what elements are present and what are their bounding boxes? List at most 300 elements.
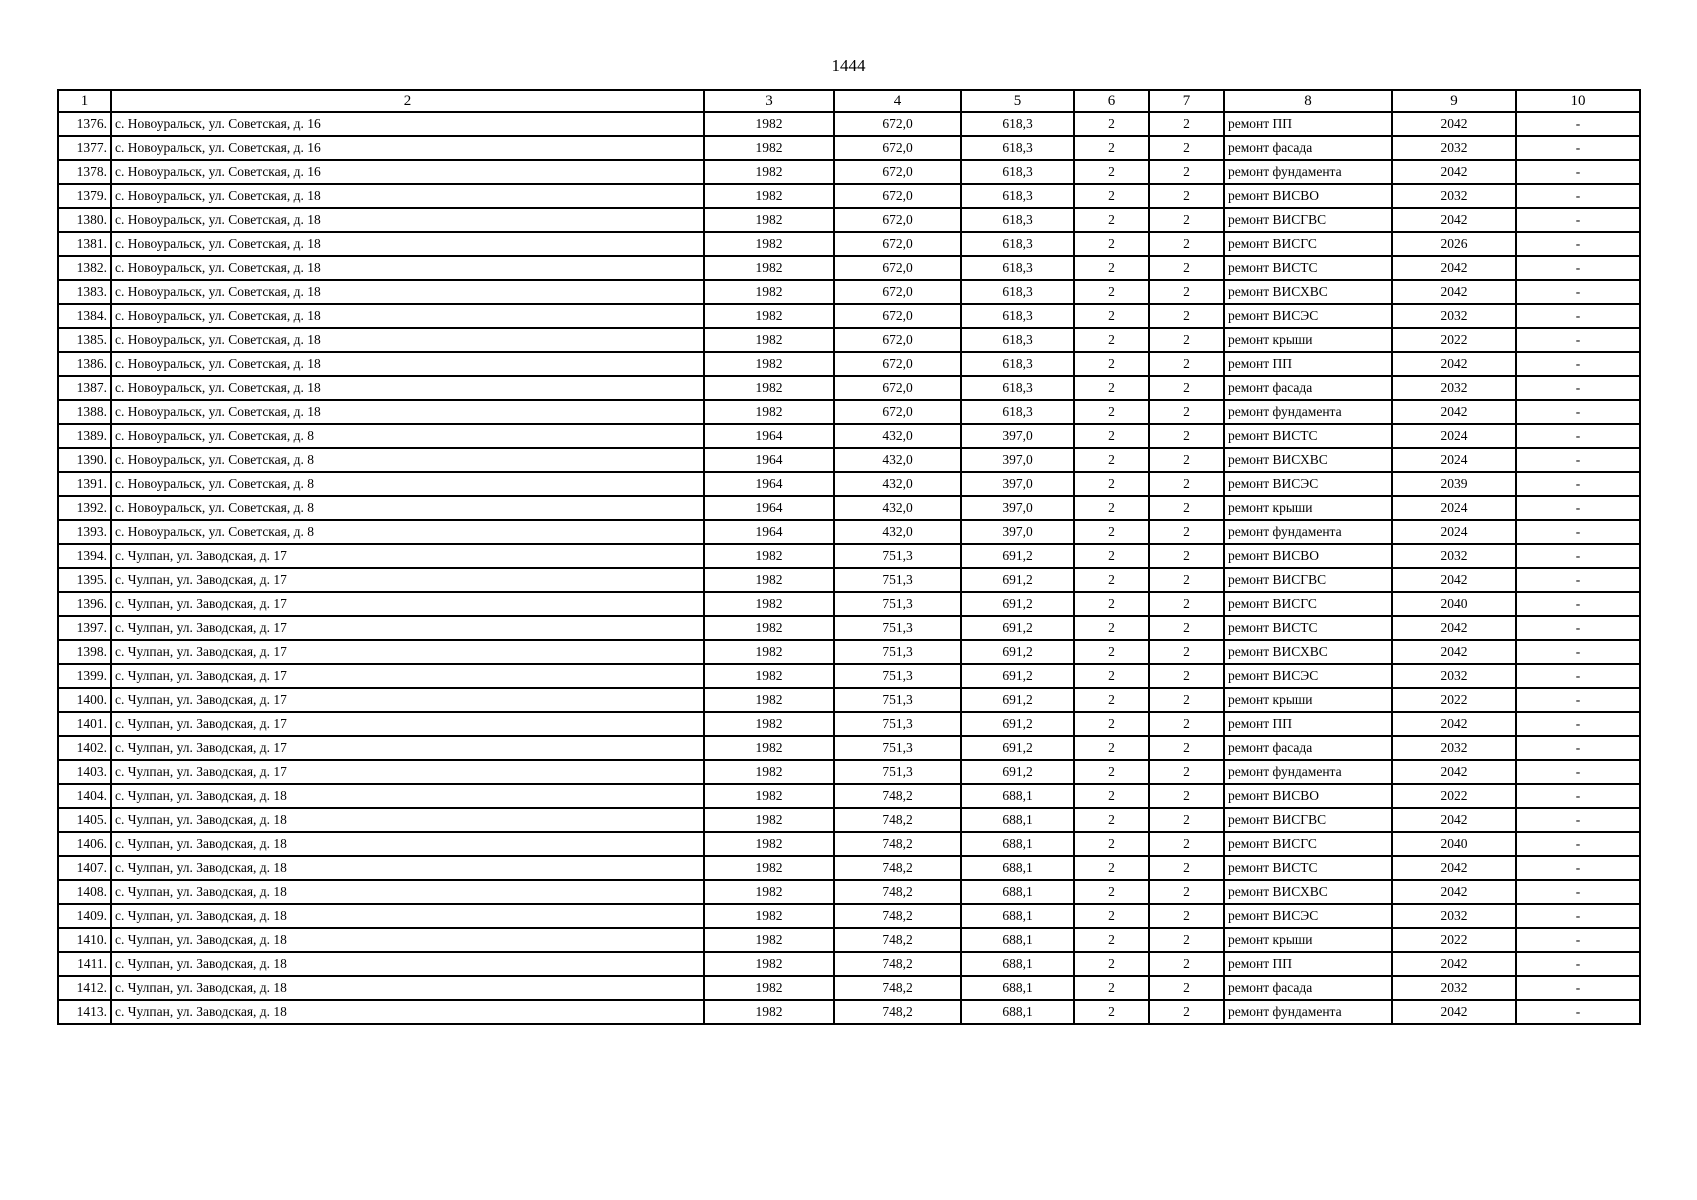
cell-build-year: 1982 xyxy=(704,256,834,280)
cell-floors: 2 xyxy=(1074,664,1149,688)
cell-floors: 2 xyxy=(1074,928,1149,952)
cell-work-type: ремонт фасада xyxy=(1224,736,1392,760)
cell-entrances: 2 xyxy=(1149,136,1224,160)
cell-living-area: 397,0 xyxy=(961,496,1074,520)
table-row xyxy=(58,520,1640,544)
cell-note: - xyxy=(1516,832,1640,856)
cell-plan-year: 2042 xyxy=(1392,856,1516,880)
cell-plan-year: 2042 xyxy=(1392,352,1516,376)
cell-entrances: 2 xyxy=(1149,784,1224,808)
cell-address: с. Чулпан, ул. Заводская, д. 17 xyxy=(111,616,704,640)
cell-row-number: 1383. xyxy=(58,280,111,304)
cell-address: с. Новоуральск, ул. Советская, д. 8 xyxy=(111,496,704,520)
table-row xyxy=(58,808,1640,832)
cell-plan-year: 2032 xyxy=(1392,136,1516,160)
cell-total-area: 672,0 xyxy=(834,160,961,184)
cell-floors: 2 xyxy=(1074,688,1149,712)
cell-floors: 2 xyxy=(1074,904,1149,928)
cell-build-year: 1982 xyxy=(704,184,834,208)
cell-entrances: 2 xyxy=(1149,472,1224,496)
cell-work-type: ремонт ВИСЭС xyxy=(1224,304,1392,328)
cell-plan-year: 2042 xyxy=(1392,256,1516,280)
cell-floors: 2 xyxy=(1074,856,1149,880)
cell-row-number: 1408. xyxy=(58,880,111,904)
cell-note: - xyxy=(1516,640,1640,664)
cell-plan-year: 2032 xyxy=(1392,904,1516,928)
cell-note: - xyxy=(1516,712,1640,736)
cell-build-year: 1964 xyxy=(704,472,834,496)
cell-address: с. Новоуральск, ул. Советская, д. 18 xyxy=(111,304,704,328)
header-col-3: 3 xyxy=(704,90,834,112)
cell-address: с. Чулпан, ул. Заводская, д. 17 xyxy=(111,568,704,592)
cell-entrances: 2 xyxy=(1149,712,1224,736)
cell-note: - xyxy=(1516,424,1640,448)
cell-living-area: 618,3 xyxy=(961,112,1074,136)
cell-entrances: 2 xyxy=(1149,448,1224,472)
cell-work-type: ремонт фундамента xyxy=(1224,400,1392,424)
cell-floors: 2 xyxy=(1074,136,1149,160)
cell-row-number: 1407. xyxy=(58,856,111,880)
cell-floors: 2 xyxy=(1074,520,1149,544)
cell-living-area: 691,2 xyxy=(961,568,1074,592)
cell-living-area: 618,3 xyxy=(961,376,1074,400)
cell-row-number: 1411. xyxy=(58,952,111,976)
cell-work-type: ремонт ПП xyxy=(1224,112,1392,136)
cell-note: - xyxy=(1516,472,1640,496)
page-number: 1444 xyxy=(831,56,866,75)
cell-plan-year: 2024 xyxy=(1392,448,1516,472)
cell-living-area: 618,3 xyxy=(961,256,1074,280)
cell-address: с. Новоуральск, ул. Советская, д. 18 xyxy=(111,232,704,256)
cell-floors: 2 xyxy=(1074,616,1149,640)
cell-living-area: 688,1 xyxy=(961,904,1074,928)
cell-address: с. Новоуральск, ул. Советская, д. 18 xyxy=(111,256,704,280)
cell-build-year: 1982 xyxy=(704,808,834,832)
cell-build-year: 1982 xyxy=(704,952,834,976)
cell-note: - xyxy=(1516,136,1640,160)
table-row xyxy=(58,664,1640,688)
cell-entrances: 2 xyxy=(1149,184,1224,208)
cell-entrances: 2 xyxy=(1149,520,1224,544)
table-header-row xyxy=(58,90,1640,112)
cell-total-area: 751,3 xyxy=(834,544,961,568)
cell-living-area: 691,2 xyxy=(961,616,1074,640)
cell-work-type: ремонт ВИСГВС xyxy=(1224,208,1392,232)
table-row xyxy=(58,976,1640,1000)
cell-plan-year: 2042 xyxy=(1392,880,1516,904)
header-col-6: 6 xyxy=(1074,90,1149,112)
cell-entrances: 2 xyxy=(1149,760,1224,784)
cell-note: - xyxy=(1516,976,1640,1000)
cell-plan-year: 2022 xyxy=(1392,928,1516,952)
table-row xyxy=(58,544,1640,568)
cell-row-number: 1386. xyxy=(58,352,111,376)
cell-floors: 2 xyxy=(1074,280,1149,304)
cell-row-number: 1393. xyxy=(58,520,111,544)
table-row xyxy=(58,712,1640,736)
cell-plan-year: 2032 xyxy=(1392,376,1516,400)
cell-floors: 2 xyxy=(1074,736,1149,760)
cell-entrances: 2 xyxy=(1149,1000,1224,1024)
table-row xyxy=(58,208,1640,232)
cell-build-year: 1982 xyxy=(704,136,834,160)
cell-total-area: 672,0 xyxy=(834,352,961,376)
cell-row-number: 1384. xyxy=(58,304,111,328)
cell-total-area: 432,0 xyxy=(834,424,961,448)
cell-row-number: 1405. xyxy=(58,808,111,832)
cell-entrances: 2 xyxy=(1149,232,1224,256)
cell-note: - xyxy=(1516,304,1640,328)
cell-note: - xyxy=(1516,592,1640,616)
cell-work-type: ремонт фундамента xyxy=(1224,760,1392,784)
table-row xyxy=(58,592,1640,616)
cell-total-area: 672,0 xyxy=(834,280,961,304)
cell-floors: 2 xyxy=(1074,592,1149,616)
cell-build-year: 1982 xyxy=(704,760,834,784)
cell-row-number: 1388. xyxy=(58,400,111,424)
table-row xyxy=(58,1000,1640,1024)
cell-build-year: 1964 xyxy=(704,520,834,544)
cell-address: с. Новоуральск, ул. Советская, д. 16 xyxy=(111,136,704,160)
cell-address: с. Чулпан, ул. Заводская, д. 18 xyxy=(111,928,704,952)
table-row xyxy=(58,904,1640,928)
cell-build-year: 1982 xyxy=(704,112,834,136)
cell-total-area: 751,3 xyxy=(834,568,961,592)
cell-floors: 2 xyxy=(1074,880,1149,904)
cell-entrances: 2 xyxy=(1149,112,1224,136)
cell-address: с. Новоуральск, ул. Советская, д. 8 xyxy=(111,448,704,472)
cell-row-number: 1403. xyxy=(58,760,111,784)
cell-note: - xyxy=(1516,928,1640,952)
cell-note: - xyxy=(1516,1000,1640,1024)
cell-floors: 2 xyxy=(1074,952,1149,976)
cell-address: с. Новоуральск, ул. Советская, д. 18 xyxy=(111,376,704,400)
cell-note: - xyxy=(1516,664,1640,688)
cell-total-area: 748,2 xyxy=(834,1000,961,1024)
cell-note: - xyxy=(1516,328,1640,352)
cell-work-type: ремонт ВИСТС xyxy=(1224,616,1392,640)
table-row xyxy=(58,232,1640,256)
cell-build-year: 1982 xyxy=(704,712,834,736)
header-col-7: 7 xyxy=(1149,90,1224,112)
cell-build-year: 1964 xyxy=(704,496,834,520)
cell-plan-year: 2024 xyxy=(1392,424,1516,448)
cell-total-area: 748,2 xyxy=(834,952,961,976)
cell-floors: 2 xyxy=(1074,568,1149,592)
cell-total-area: 748,2 xyxy=(834,976,961,1000)
cell-note: - xyxy=(1516,376,1640,400)
cell-total-area: 672,0 xyxy=(834,328,961,352)
cell-living-area: 618,3 xyxy=(961,280,1074,304)
cell-plan-year: 2042 xyxy=(1392,160,1516,184)
cell-plan-year: 2042 xyxy=(1392,400,1516,424)
cell-entrances: 2 xyxy=(1149,928,1224,952)
cell-note: - xyxy=(1516,688,1640,712)
cell-build-year: 1982 xyxy=(704,544,834,568)
cell-address: с. Новоуральск, ул. Советская, д. 8 xyxy=(111,424,704,448)
cell-note: - xyxy=(1516,400,1640,424)
cell-total-area: 672,0 xyxy=(834,232,961,256)
cell-row-number: 1410. xyxy=(58,928,111,952)
cell-entrances: 2 xyxy=(1149,160,1224,184)
cell-address: с. Новоуральск, ул. Советская, д. 18 xyxy=(111,208,704,232)
cell-work-type: ремонт ВИСТС xyxy=(1224,856,1392,880)
cell-address: с. Чулпан, ул. Заводская, д. 17 xyxy=(111,592,704,616)
header-col-2: 2 xyxy=(111,90,704,112)
cell-plan-year: 2022 xyxy=(1392,784,1516,808)
cell-work-type: ремонт фундамента xyxy=(1224,160,1392,184)
table-row xyxy=(58,472,1640,496)
cell-work-type: ремонт ПП xyxy=(1224,352,1392,376)
cell-living-area: 688,1 xyxy=(961,832,1074,856)
cell-note: - xyxy=(1516,904,1640,928)
cell-plan-year: 2032 xyxy=(1392,304,1516,328)
table-row xyxy=(58,376,1640,400)
cell-entrances: 2 xyxy=(1149,880,1224,904)
cell-note: - xyxy=(1516,880,1640,904)
cell-work-type: ремонт ВИСТС xyxy=(1224,256,1392,280)
cell-work-type: ремонт крыши xyxy=(1224,928,1392,952)
cell-plan-year: 2040 xyxy=(1392,832,1516,856)
cell-total-area: 672,0 xyxy=(834,304,961,328)
cell-note: - xyxy=(1516,280,1640,304)
cell-build-year: 1982 xyxy=(704,352,834,376)
table-row xyxy=(58,616,1640,640)
cell-entrances: 2 xyxy=(1149,424,1224,448)
cell-entrances: 2 xyxy=(1149,400,1224,424)
cell-build-year: 1964 xyxy=(704,424,834,448)
cell-floors: 2 xyxy=(1074,832,1149,856)
cell-total-area: 432,0 xyxy=(834,448,961,472)
cell-living-area: 618,3 xyxy=(961,304,1074,328)
cell-address: с. Чулпан, ул. Заводская, д. 17 xyxy=(111,760,704,784)
cell-floors: 2 xyxy=(1074,424,1149,448)
cell-living-area: 397,0 xyxy=(961,424,1074,448)
cell-row-number: 1391. xyxy=(58,472,111,496)
table-row xyxy=(58,568,1640,592)
cell-entrances: 2 xyxy=(1149,544,1224,568)
cell-plan-year: 2032 xyxy=(1392,184,1516,208)
cell-build-year: 1982 xyxy=(704,592,834,616)
cell-total-area: 748,2 xyxy=(834,904,961,928)
cell-plan-year: 2032 xyxy=(1392,736,1516,760)
cell-floors: 2 xyxy=(1074,160,1149,184)
cell-total-area: 751,3 xyxy=(834,688,961,712)
table-row xyxy=(58,952,1640,976)
cell-work-type: ремонт ВИСГВС xyxy=(1224,808,1392,832)
table-row xyxy=(58,160,1640,184)
cell-build-year: 1982 xyxy=(704,736,834,760)
cell-entrances: 2 xyxy=(1149,832,1224,856)
cell-work-type: ремонт ВИСХВС xyxy=(1224,880,1392,904)
cell-row-number: 1390. xyxy=(58,448,111,472)
cell-work-type: ремонт ВИСЭС xyxy=(1224,664,1392,688)
cell-living-area: 691,2 xyxy=(961,544,1074,568)
cell-build-year: 1982 xyxy=(704,688,834,712)
cell-living-area: 688,1 xyxy=(961,928,1074,952)
cell-address: с. Чулпан, ул. Заводская, д. 18 xyxy=(111,976,704,1000)
cell-entrances: 2 xyxy=(1149,736,1224,760)
table-row xyxy=(58,688,1640,712)
cell-row-number: 1378. xyxy=(58,160,111,184)
cell-work-type: ремонт ВИСТС xyxy=(1224,424,1392,448)
cell-note: - xyxy=(1516,448,1640,472)
header-col-5: 5 xyxy=(961,90,1074,112)
cell-plan-year: 2042 xyxy=(1392,760,1516,784)
cell-build-year: 1964 xyxy=(704,448,834,472)
cell-row-number: 1380. xyxy=(58,208,111,232)
cell-total-area: 751,3 xyxy=(834,592,961,616)
cell-address: с. Чулпан, ул. Заводская, д. 17 xyxy=(111,712,704,736)
cell-work-type: ремонт ВИСХВС xyxy=(1224,448,1392,472)
cell-build-year: 1982 xyxy=(704,880,834,904)
cell-address: с. Новоуральск, ул. Советская, д. 8 xyxy=(111,520,704,544)
cell-total-area: 672,0 xyxy=(834,376,961,400)
cell-total-area: 748,2 xyxy=(834,832,961,856)
cell-note: - xyxy=(1516,856,1640,880)
cell-entrances: 2 xyxy=(1149,688,1224,712)
cell-work-type: ремонт фасада xyxy=(1224,136,1392,160)
cell-row-number: 1394. xyxy=(58,544,111,568)
cell-entrances: 2 xyxy=(1149,856,1224,880)
cell-total-area: 672,0 xyxy=(834,256,961,280)
cell-total-area: 751,3 xyxy=(834,616,961,640)
cell-row-number: 1397. xyxy=(58,616,111,640)
cell-entrances: 2 xyxy=(1149,568,1224,592)
cell-build-year: 1982 xyxy=(704,928,834,952)
table-row xyxy=(58,256,1640,280)
cell-build-year: 1982 xyxy=(704,1000,834,1024)
table-row xyxy=(58,856,1640,880)
cell-address: с. Чулпан, ул. Заводская, д. 18 xyxy=(111,832,704,856)
cell-living-area: 618,3 xyxy=(961,328,1074,352)
header-col-9: 9 xyxy=(1392,90,1516,112)
cell-plan-year: 2039 xyxy=(1392,472,1516,496)
cell-work-type: ремонт ВИСГС xyxy=(1224,592,1392,616)
table-row xyxy=(58,784,1640,808)
cell-row-number: 1402. xyxy=(58,736,111,760)
cell-total-area: 672,0 xyxy=(834,112,961,136)
cell-floors: 2 xyxy=(1074,976,1149,1000)
cell-floors: 2 xyxy=(1074,544,1149,568)
cell-work-type: ремонт ВИСХВС xyxy=(1224,640,1392,664)
cell-floors: 2 xyxy=(1074,760,1149,784)
table-row xyxy=(58,760,1640,784)
cell-note: - xyxy=(1516,112,1640,136)
cell-build-year: 1982 xyxy=(704,784,834,808)
header-col-4: 4 xyxy=(834,90,961,112)
cell-total-area: 748,2 xyxy=(834,928,961,952)
cell-entrances: 2 xyxy=(1149,904,1224,928)
cell-address: с. Новоуральск, ул. Советская, д. 18 xyxy=(111,184,704,208)
cell-row-number: 1396. xyxy=(58,592,111,616)
cell-living-area: 618,3 xyxy=(961,136,1074,160)
cell-note: - xyxy=(1516,568,1640,592)
cell-build-year: 1982 xyxy=(704,832,834,856)
cell-plan-year: 2042 xyxy=(1392,808,1516,832)
cell-entrances: 2 xyxy=(1149,592,1224,616)
cell-note: - xyxy=(1516,352,1640,376)
cell-entrances: 2 xyxy=(1149,208,1224,232)
cell-floors: 2 xyxy=(1074,472,1149,496)
cell-floors: 2 xyxy=(1074,304,1149,328)
cell-entrances: 2 xyxy=(1149,352,1224,376)
cell-living-area: 618,3 xyxy=(961,184,1074,208)
cell-plan-year: 2026 xyxy=(1392,232,1516,256)
cell-living-area: 688,1 xyxy=(961,808,1074,832)
cell-address: с. Чулпан, ул. Заводская, д. 17 xyxy=(111,664,704,688)
cell-note: - xyxy=(1516,544,1640,568)
cell-floors: 2 xyxy=(1074,1000,1149,1024)
cell-plan-year: 2032 xyxy=(1392,976,1516,1000)
cell-build-year: 1982 xyxy=(704,856,834,880)
cell-note: - xyxy=(1516,184,1640,208)
cell-build-year: 1982 xyxy=(704,664,834,688)
table-row xyxy=(58,280,1640,304)
cell-build-year: 1982 xyxy=(704,400,834,424)
cell-address: с. Чулпан, ул. Заводская, д. 18 xyxy=(111,856,704,880)
cell-living-area: 688,1 xyxy=(961,952,1074,976)
cell-row-number: 1400. xyxy=(58,688,111,712)
cell-address: с. Чулпан, ул. Заводская, д. 17 xyxy=(111,688,704,712)
cell-note: - xyxy=(1516,784,1640,808)
cell-address: с. Чулпан, ул. Заводская, д. 18 xyxy=(111,904,704,928)
cell-row-number: 1404. xyxy=(58,784,111,808)
cell-row-number: 1401. xyxy=(58,712,111,736)
cell-entrances: 2 xyxy=(1149,256,1224,280)
table-row xyxy=(58,352,1640,376)
table-row xyxy=(58,328,1640,352)
cell-living-area: 691,2 xyxy=(961,712,1074,736)
cell-address: с. Чулпан, ул. Заводская, д. 18 xyxy=(111,1000,704,1024)
cell-build-year: 1982 xyxy=(704,232,834,256)
cell-address: с. Чулпан, ул. Заводская, д. 17 xyxy=(111,736,704,760)
cell-floors: 2 xyxy=(1074,112,1149,136)
cell-floors: 2 xyxy=(1074,232,1149,256)
cell-total-area: 751,3 xyxy=(834,664,961,688)
cell-plan-year: 2042 xyxy=(1392,1000,1516,1024)
cell-work-type: ремонт ВИСВО xyxy=(1224,184,1392,208)
cell-work-type: ремонт ВИСГВС xyxy=(1224,568,1392,592)
cell-floors: 2 xyxy=(1074,352,1149,376)
cell-floors: 2 xyxy=(1074,328,1149,352)
cell-living-area: 691,2 xyxy=(961,688,1074,712)
cell-build-year: 1982 xyxy=(704,280,834,304)
table-row xyxy=(58,736,1640,760)
cell-address: с. Чулпан, ул. Заводская, д. 18 xyxy=(111,880,704,904)
cell-row-number: 1385. xyxy=(58,328,111,352)
cell-entrances: 2 xyxy=(1149,616,1224,640)
cell-build-year: 1982 xyxy=(704,616,834,640)
cell-floors: 2 xyxy=(1074,184,1149,208)
cell-entrances: 2 xyxy=(1149,640,1224,664)
cell-total-area: 672,0 xyxy=(834,136,961,160)
cell-row-number: 1377. xyxy=(58,136,111,160)
cell-plan-year: 2032 xyxy=(1392,544,1516,568)
cell-plan-year: 2042 xyxy=(1392,568,1516,592)
cell-floors: 2 xyxy=(1074,376,1149,400)
cell-address: с. Чулпан, ул. Заводская, д. 18 xyxy=(111,784,704,808)
cell-work-type: ремонт фундамента xyxy=(1224,1000,1392,1024)
cell-address: с. Новоуральск, ул. Советская, д. 18 xyxy=(111,328,704,352)
cell-work-type: ремонт фасада xyxy=(1224,376,1392,400)
cell-address: с. Новоуральск, ул. Советская, д. 18 xyxy=(111,400,704,424)
cell-entrances: 2 xyxy=(1149,376,1224,400)
cell-total-area: 748,2 xyxy=(834,808,961,832)
table-row xyxy=(58,136,1640,160)
cell-total-area: 748,2 xyxy=(834,856,961,880)
cell-note: - xyxy=(1516,736,1640,760)
